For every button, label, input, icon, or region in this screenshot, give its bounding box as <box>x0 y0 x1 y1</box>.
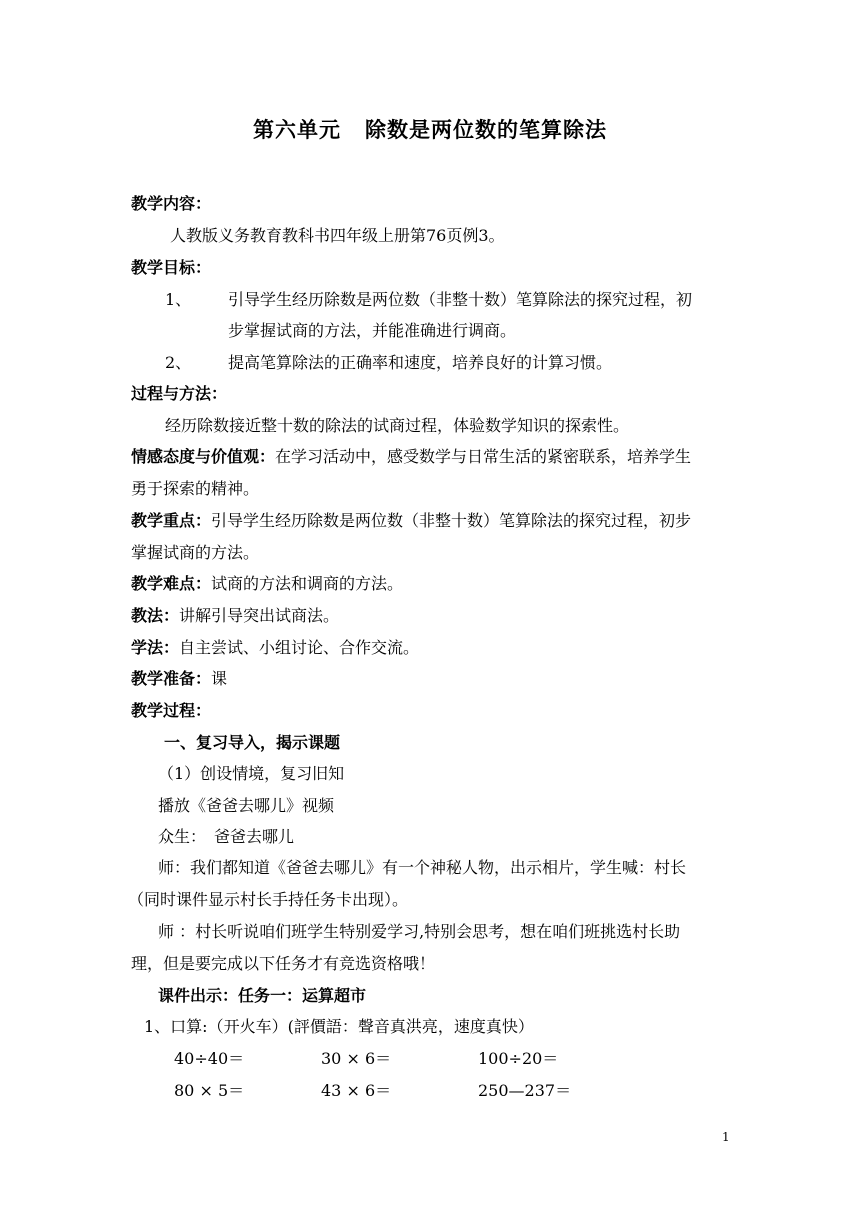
goals-label: 教学目标： <box>131 258 212 277</box>
difficulty-label: 教学难点： <box>131 574 212 593</box>
goal1-line2: 步掌握试商的方法，并能准确进行调商。 <box>228 321 517 340</box>
content-label: 教学内容： <box>131 194 212 213</box>
key-line1 <box>131 511 691 531</box>
exercise-cell: 43 × 6＝ <box>321 1081 392 1100</box>
oral-calc-line: 1、口算:（开火车）(評價語：聲音真洪亮，速度真快） <box>144 1017 534 1036</box>
method-line <box>131 606 339 626</box>
goal2-number: 2、 <box>165 353 192 372</box>
teacher1-line1: 师：我们都知道《爸爸去哪儿》有一个神秘人物，出示相片，学生喊：村长 <box>158 858 687 877</box>
difficulty-text: 试商的方法和调商的方法。 <box>211 574 404 593</box>
learn-line <box>131 638 419 658</box>
step1-heading: 一、复习导入，揭示课题 <box>164 733 341 752</box>
play-video: 播放《爸爸去哪儿》视频 <box>158 796 335 815</box>
title-topic: 除数是两位数的笔算除法 <box>365 118 607 142</box>
teacher2-line2: 理，但是要完成以下任务才有竞选资格哦！ <box>131 954 436 973</box>
exercise-cell: 80 × 5＝ <box>174 1081 245 1100</box>
proc-label: 教学过程： <box>131 701 212 720</box>
emotion-label: 情感态度与价值观： <box>131 447 276 466</box>
students-line: 众生： 爸爸去哪儿 <box>158 827 295 846</box>
prep-line <box>131 669 227 689</box>
key-line2: 掌握试商的方法。 <box>131 543 260 562</box>
step1-subheading: （1）创设情境，复习旧知 <box>158 764 345 783</box>
exercise-cell: 100÷20＝ <box>478 1049 559 1068</box>
learn-text: 自主尝试、小组讨论、合作交流。 <box>179 638 420 657</box>
content-text: 人教版义务教育教科书四年级上册第76页例3。 <box>170 226 505 245</box>
prep-text: 课 <box>211 669 228 688</box>
title-unit: 第六单元 <box>253 118 341 142</box>
goal1-number: 1、 <box>165 290 192 309</box>
goal1-line1: 引导学生经历除数是两位数（非整十数）笔算除法的探究过程，初 <box>228 290 693 309</box>
exercise-cell: 250—237＝ <box>478 1081 572 1100</box>
method-text: 讲解引导突出试商法。 <box>179 606 340 625</box>
difficulty-line <box>131 574 403 594</box>
page-title <box>0 114 860 144</box>
key-text: 引导学生经历除数是两位数（非整十数）笔算除法的探究过程，初步 <box>211 511 692 530</box>
teacher2-line1: 师 ：村长听说咱们班学生特别爱学习,特别会思考，想在咱们班挑选村长助 <box>158 922 681 941</box>
process-text: 经历除数接近整十数的除法的试商过程，体验数学知识的探索性。 <box>165 416 630 435</box>
exercise-cell: 30 × 6＝ <box>321 1049 392 1068</box>
teacher1-line2: （同时课件显示村长手持任务卡出现）。 <box>128 890 409 909</box>
learn-label: 学法： <box>131 638 180 657</box>
prep-label: 教学准备： <box>131 669 212 688</box>
page-number: 1 <box>722 1130 730 1144</box>
goal2-text: 提高笔算除法的正确率和速度，培养良好的计算习惯。 <box>228 353 613 372</box>
key-label: 教学重点： <box>131 511 212 530</box>
process-label: 过程与方法： <box>131 384 228 403</box>
emotion-line1 <box>131 447 691 467</box>
task-heading: 课件出示：任务一：运算超市 <box>158 986 367 1005</box>
method-label: 教法： <box>131 606 180 625</box>
emotion-line2: 勇于探索的精神。 <box>131 479 260 498</box>
exercise-cell: 40÷40＝ <box>174 1049 245 1068</box>
emotion-text: 在学习活动中，感受数学与日常生活的紧密联系，培养学生 <box>275 447 692 466</box>
